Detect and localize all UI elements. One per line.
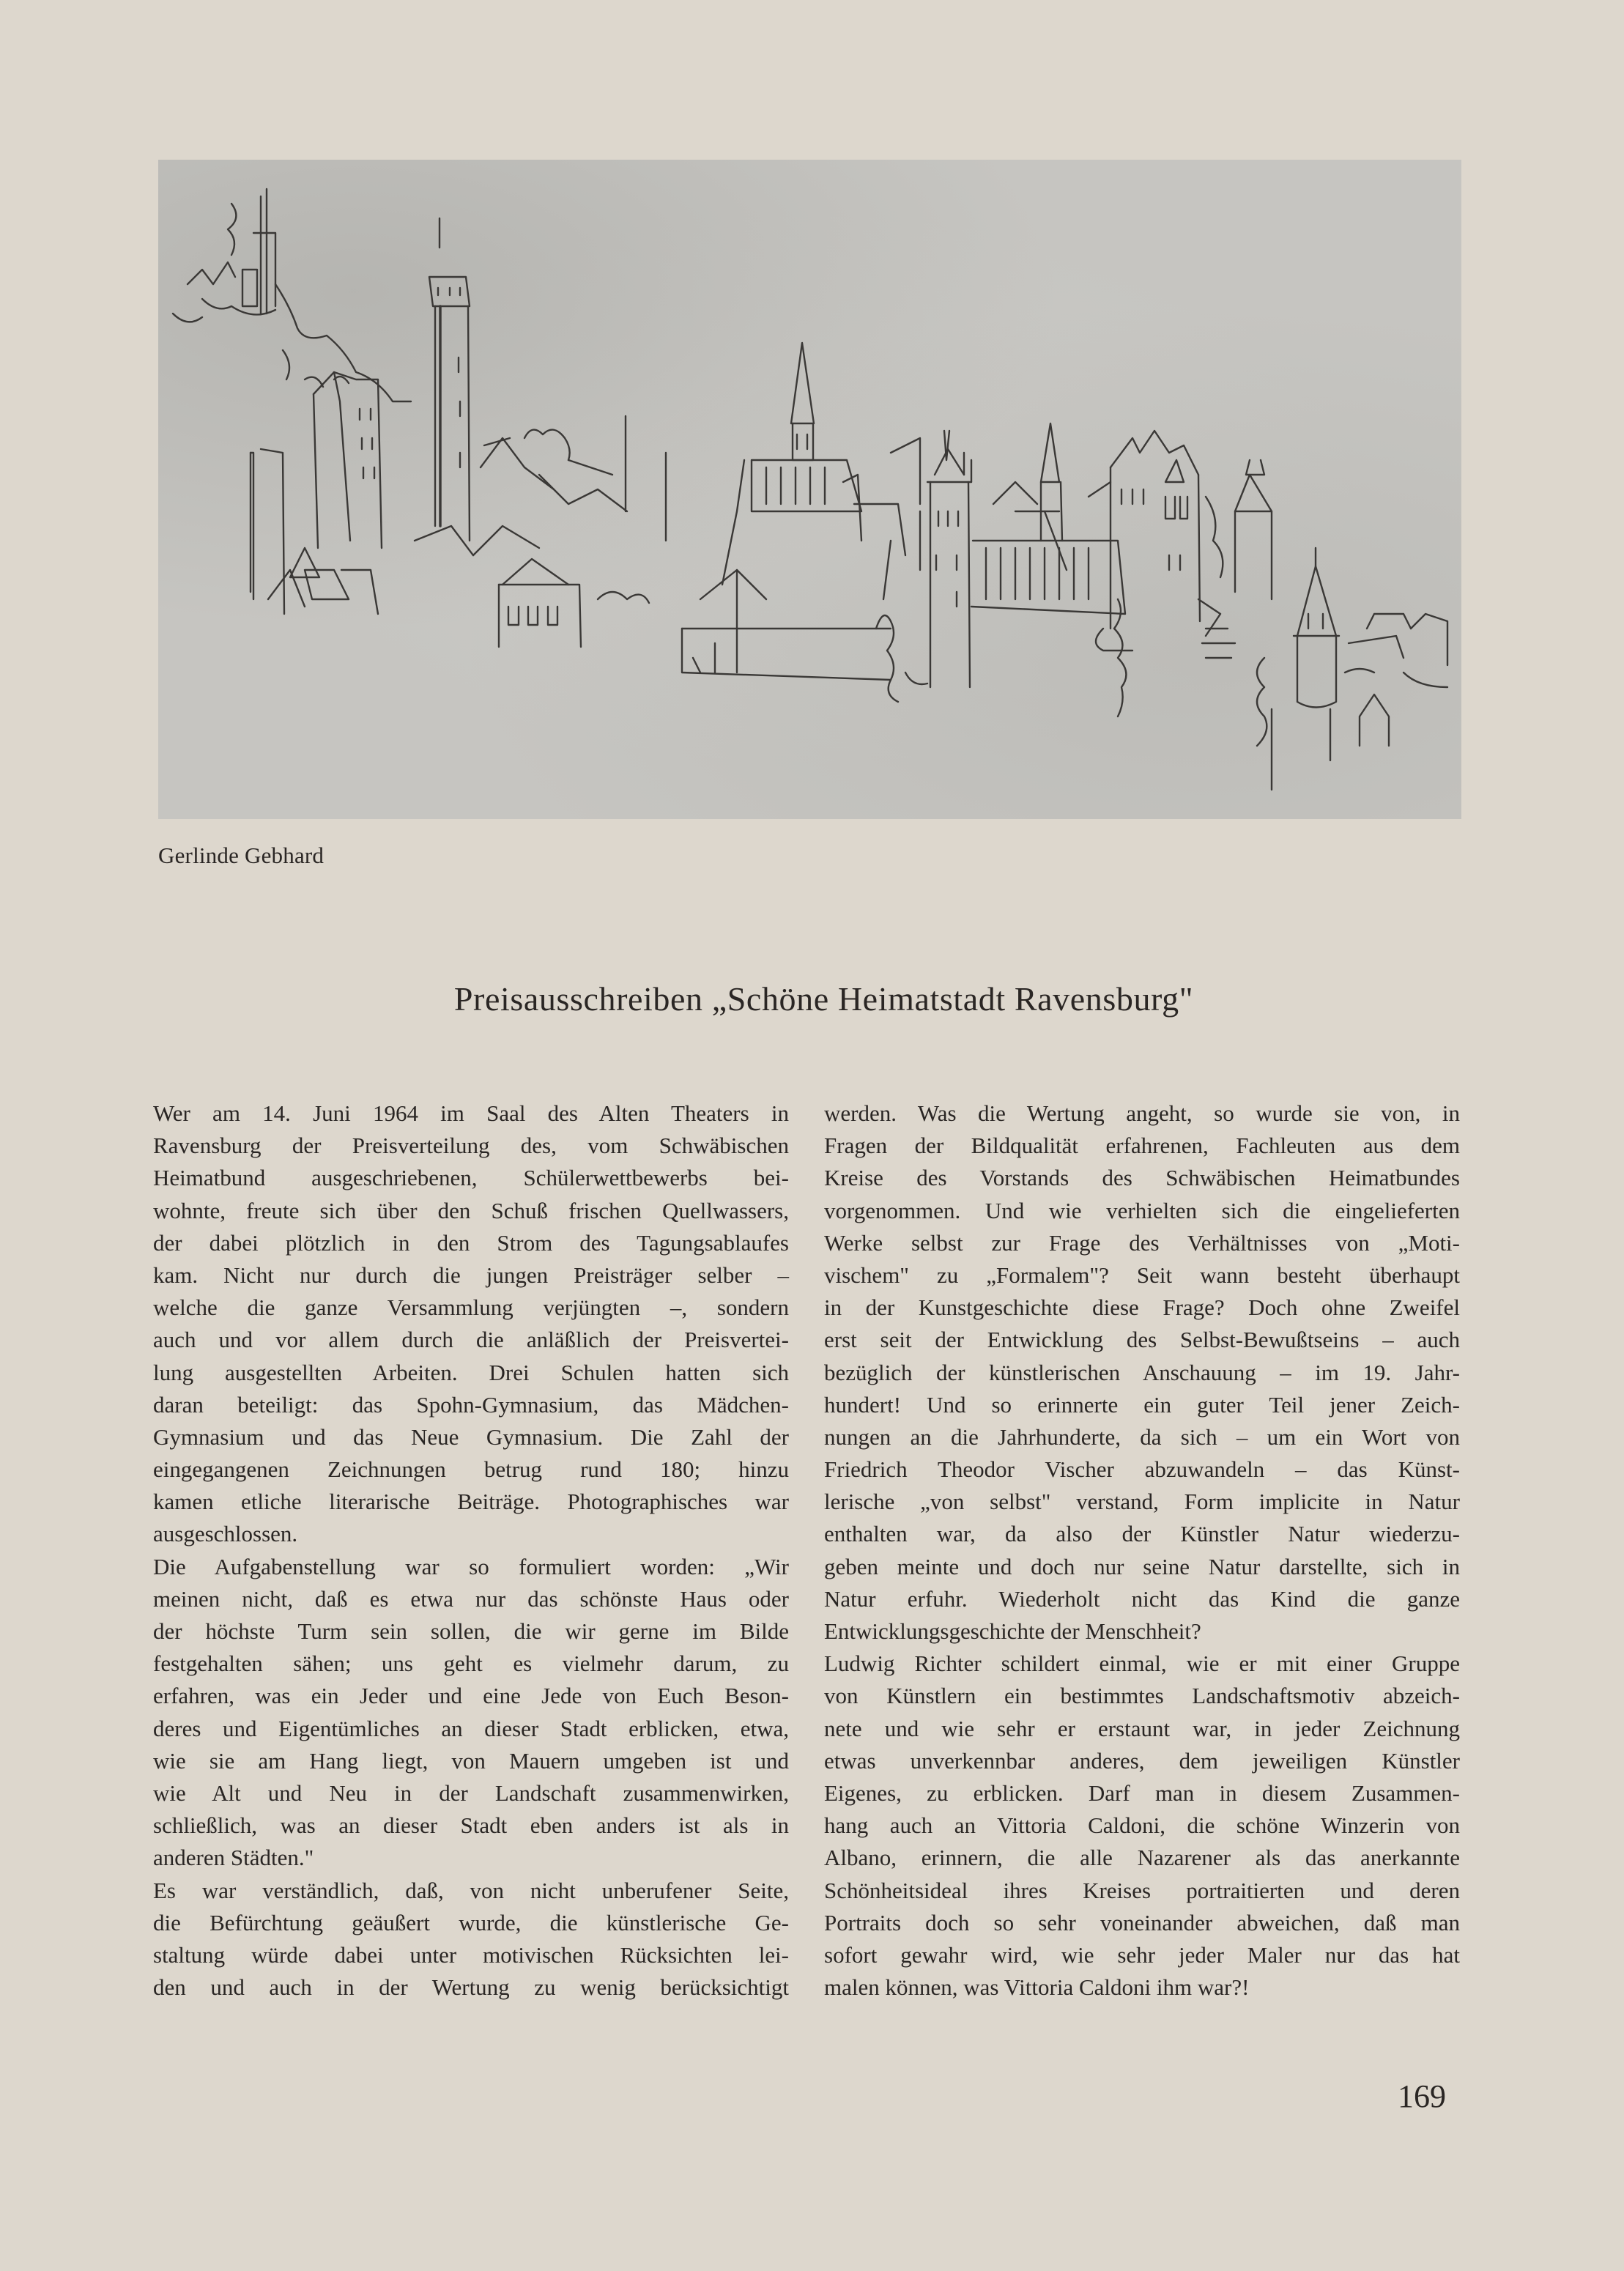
text-line: Portraits doch so sehr voneinander abweichen, daß man [824, 1909, 1460, 1935]
text-line: die Befürchtung geäußert wurde, die künstlerische Ge- [153, 1909, 789, 1935]
text-line: staltung würde dabei unter motivischen Rücksichten lei- [153, 1941, 789, 1968]
text-line: Ravensburg der Preisverteilung des, vom Schwäbischen [153, 1133, 789, 1159]
article-title: Preisausschreiben „Schöne Heimatstadt Ravensburg" [453, 980, 1194, 1018]
text-line: nete und wie sehr er erstaunt war, in jeder Zeichnung [824, 1715, 1460, 1741]
text-line: enthalten war, da also der Künstler Natur wiederzu- [824, 1521, 1460, 1547]
sketch-drawing [158, 160, 1461, 819]
text-line: nungen an die Jahrhunderte, da sich – um ein Wort von [824, 1423, 1460, 1450]
text-line: werden. Was die Wertung angeht, so wurde sie von, in [824, 1100, 1460, 1126]
text-line: wohnte, freute sich über den Schuß frischen Quellwassers, [153, 1197, 789, 1223]
text-line: Kreise des Vorstands des Schwäbischen Heimatbundes [824, 1165, 1460, 1191]
text-line: Schönheitsideal ihres Kreises portraitierten und deren [824, 1877, 1460, 1903]
text-line: geben meinte und doch nur seine Natur darstellte, sich in [824, 1553, 1460, 1579]
text-line: vischem" zu „Formalem"? Seit wann besteht überhaupt [824, 1262, 1460, 1288]
figure-caption: Gerlinde Gebhard [158, 842, 325, 868]
text-line: Ludwig Richter schildert einmal, wie er mit einer Gruppe [824, 1651, 1460, 1677]
article-column-right [824, 1097, 1460, 2004]
text-line: daran beteiligt: das Spohn-Gymnasium, das Mädchen- [153, 1391, 789, 1418]
text-line: Entwicklungsgeschichte der Menschheit? [824, 1618, 1201, 1644]
text-line: welche die ganze Versammlung verjüngten –, sondern [153, 1294, 789, 1321]
text-line: kam. Nicht nur durch die jungen Preisträger selber – [153, 1262, 789, 1288]
text-line: der dabei plötzlich in den Strom des Tagungsablaufes [153, 1229, 789, 1256]
text-line: anderen Städten." [153, 1845, 314, 1871]
text-line: eingegangenen Zeichnungen betrug rund 180; hinzu [153, 1456, 789, 1483]
text-line: hundert! Und so erinnerte ein guter Teil jener Zeich- [824, 1391, 1460, 1418]
text-line: Fragen der Bildqualität erfahrenen, Fachleuten aus dem [824, 1133, 1460, 1159]
text-line: bezüglich der künstlerischen Anschauung – im 19. Jahr- [824, 1359, 1460, 1385]
article-column-left [153, 1097, 789, 2004]
text-line: Friedrich Theodor Vischer abzuwandeln – das Künst- [824, 1456, 1460, 1483]
text-line: erfahren, was ein Jeder und eine Jede von Euch Beson- [153, 1683, 789, 1709]
text-line: in der Kunstgeschichte diese Frage? Doch ohne Zweifel [824, 1294, 1460, 1321]
text-line: wie sie am Hang liegt, von Mauern umgeben ist und [153, 1747, 789, 1774]
text-line: Eigenes, zu erblicken. Darf man in diesem Zusammen- [824, 1779, 1460, 1806]
text-line: Natur erfuhr. Wiederholt nicht das Kind die ganze [824, 1585, 1460, 1612]
text-line: lung ausgestellten Arbeiten. Drei Schulen hatten sich [153, 1359, 789, 1385]
text-line: Wer am 14. Juni 1964 im Saal des Alten Theaters in [153, 1100, 789, 1126]
text-line: malen können, was Vittoria Caldoni ihm war?! [824, 1974, 1250, 2001]
text-line: deres und Eigentümliches an dieser Stadt erblicken, etwa, [153, 1715, 789, 1741]
text-line: kamen etliche literarische Beiträge. Photographisches war [153, 1489, 789, 1515]
text-line: auch und vor allem durch die anläßlich der Preisvertei- [153, 1327, 789, 1353]
text-line: Albano, erinnern, die alle Nazarener als das anerkannte [824, 1845, 1460, 1871]
skyline-sketch-illustration [158, 160, 1461, 819]
text-line: hang auch an Vittoria Caldoni, die schöne Winzerin von [824, 1812, 1460, 1839]
text-line: vorgenommen. Und wie verhielten sich die eingelieferten [824, 1197, 1460, 1223]
text-line: wie Alt und Neu in der Landschaft zusammenwirken, [153, 1779, 789, 1806]
text-line: Werke selbst zur Frage des Verhältnisses von „Moti- [824, 1229, 1460, 1256]
text-line: Heimatbund ausgeschriebenen, Schülerwettbewerbs bei- [153, 1165, 789, 1191]
text-line: meinen nicht, daß es etwa nur das schönste Haus oder [153, 1585, 789, 1612]
text-line: sofort gewahr wird, wie sehr jeder Maler nur das hat [824, 1941, 1460, 1968]
text-line: Es war verständlich, daß, von nicht unberufener Seite, [153, 1877, 789, 1903]
page-number: 169 [1398, 2078, 1446, 2114]
text-line: Die Aufgabenstellung war so formuliert worden: „Wir [153, 1553, 789, 1579]
text-line: lerische „von selbst" verstand, Form implicite in Natur [824, 1489, 1460, 1515]
text-line: Gymnasium und das Neue Gymnasium. Die Zahl der [153, 1423, 789, 1450]
text-line: erst seit der Entwicklung des Selbst-Bewußtseins – auch [824, 1327, 1460, 1353]
text-line: der höchste Turm sein sollen, die wir gerne im Bilde [153, 1618, 789, 1644]
text-line: festgehalten sähen; uns geht es vielmehr darum, zu [153, 1651, 789, 1677]
text-line: ausgeschlossen. [153, 1521, 298, 1547]
text-line: etwas unverkennbar anderes, dem jeweiligen Künstler [824, 1747, 1460, 1774]
text-line: von Künstlern ein bestimmtes Landschaftsmotiv abzeich- [824, 1683, 1460, 1709]
text-line: schließlich, was an dieser Stadt eben anders ist als in [153, 1812, 789, 1839]
text-line: den und auch in der Wertung zu wenig berücksichtigt [153, 1974, 789, 2001]
